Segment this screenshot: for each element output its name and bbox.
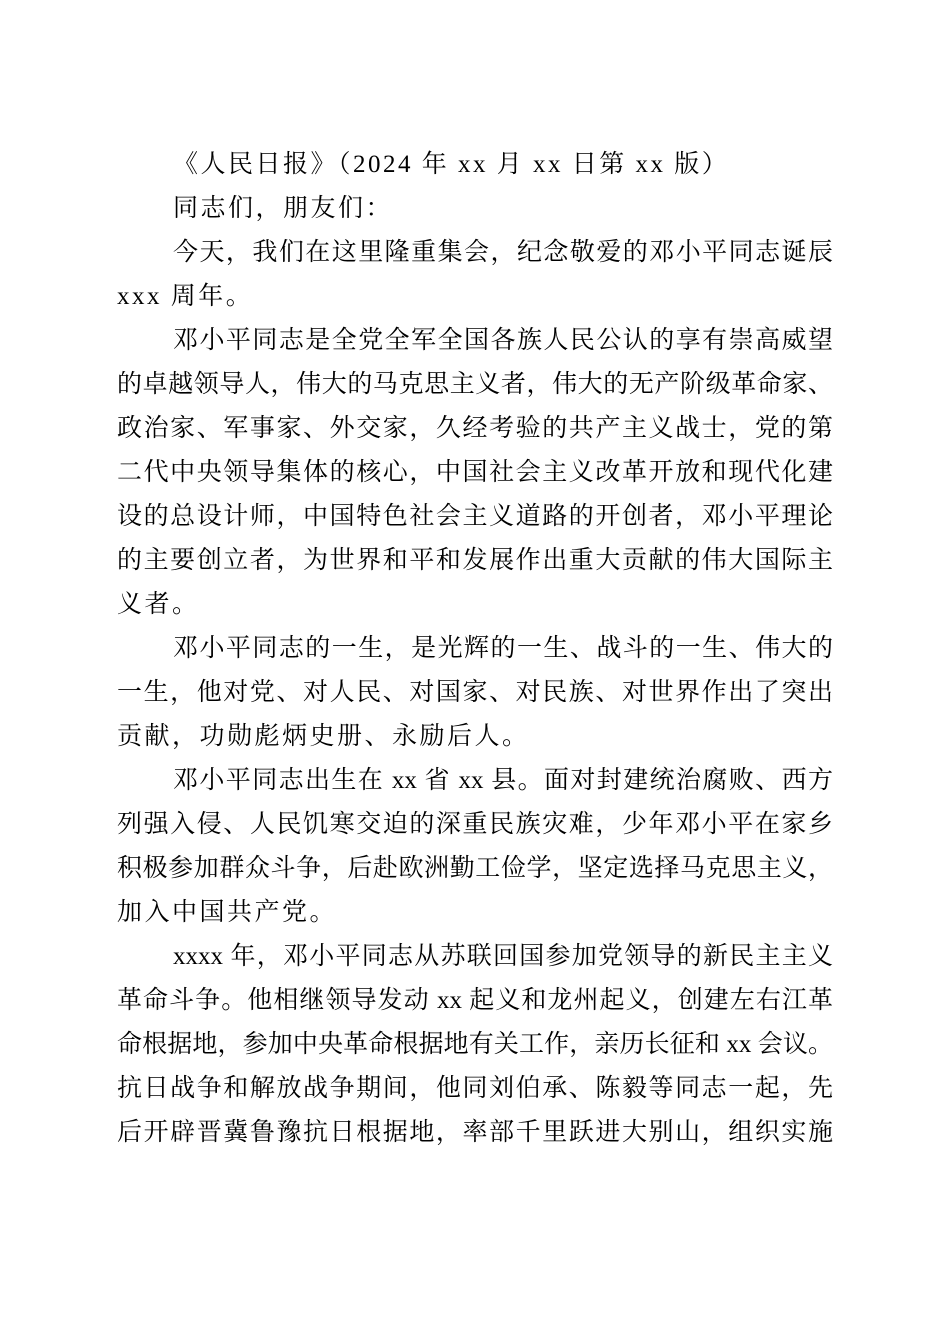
paragraph-salutation [117,187,833,231]
document-line: 贡献，功勋彪炳史册、永励后人。 [117,723,530,750]
document-line: 列强入侵、人民饥寒交迫的深重民族灾难，少年邓小平在家乡 [117,811,833,838]
paragraph-body [117,759,833,935]
document-line: 设的总设计师，中国特色社会主义道路的开创者，邓小平理论 [117,503,833,530]
document-line: 邓小平同志出生在 xx 省 xx 县。面对封建统治腐败、西方 [173,767,833,794]
document-body [117,143,833,1155]
document-line: 积极参加群众斗争，后赴欧洲勤工俭学，坚定选择马克思主义， [117,855,833,882]
document-line: 二代中央领导集体的核心，中国社会主义改革开放和现代化建 [117,459,833,486]
document-line: 义者。 [117,591,200,618]
document-line: 邓小平同志是全党全军全国各族人民公认的享有崇高威望 [173,327,833,354]
document-line: 抗日战争和解放战争期间，他同刘伯承、陈毅等同志一起，先 [117,1075,833,1102]
document-line: 政治家、军事家、外交家，久经考验的共产主义战士，党的第 [117,415,833,442]
document-line: 一生，他对党、对人民、对国家、对民族、对世界作出了突出 [117,679,833,706]
document-line: 同志们，朋友们： [173,195,394,222]
paragraph-body [117,935,833,1155]
paragraph-body [117,627,833,759]
document-line: 《人民日报》（2024 年 xx 月 xx 日第 xx 版） [173,151,730,178]
document-line: 后开辟晋冀鲁豫抗日根据地，率部千里跃进大别山，组织实施 [117,1119,833,1146]
document-line: 革命斗争。他相继领导发动 xx 起义和龙州起义，创建左右江革 [117,987,833,1014]
document-line: 命根据地，参加中央革命根据地有关工作，亲历长征和 xx 会议。 [117,1031,833,1058]
document-line: xxx 周年。 [117,283,254,310]
paragraph-body [117,231,833,319]
document-line: 今天，我们在这里隆重集会，纪念敬爱的邓小平同志诞辰 [173,239,833,266]
document-line: 加入中国共产党。 [117,899,338,926]
document-line: xxxx 年，邓小平同志从苏联回国参加党领导的新民主主义 [173,943,833,970]
document-line: 邓小平同志的一生，是光辉的一生、战斗的一生、伟大的 [173,635,833,662]
document-line: 的卓越领导人，伟大的马克思主义者，伟大的无产阶级革命家、 [117,371,833,398]
paragraph-body [117,319,833,627]
paragraph-source-citation [117,143,833,187]
document-line: 的主要创立者，为世界和平和发展作出重大贡献的伟大国际主 [117,547,833,574]
